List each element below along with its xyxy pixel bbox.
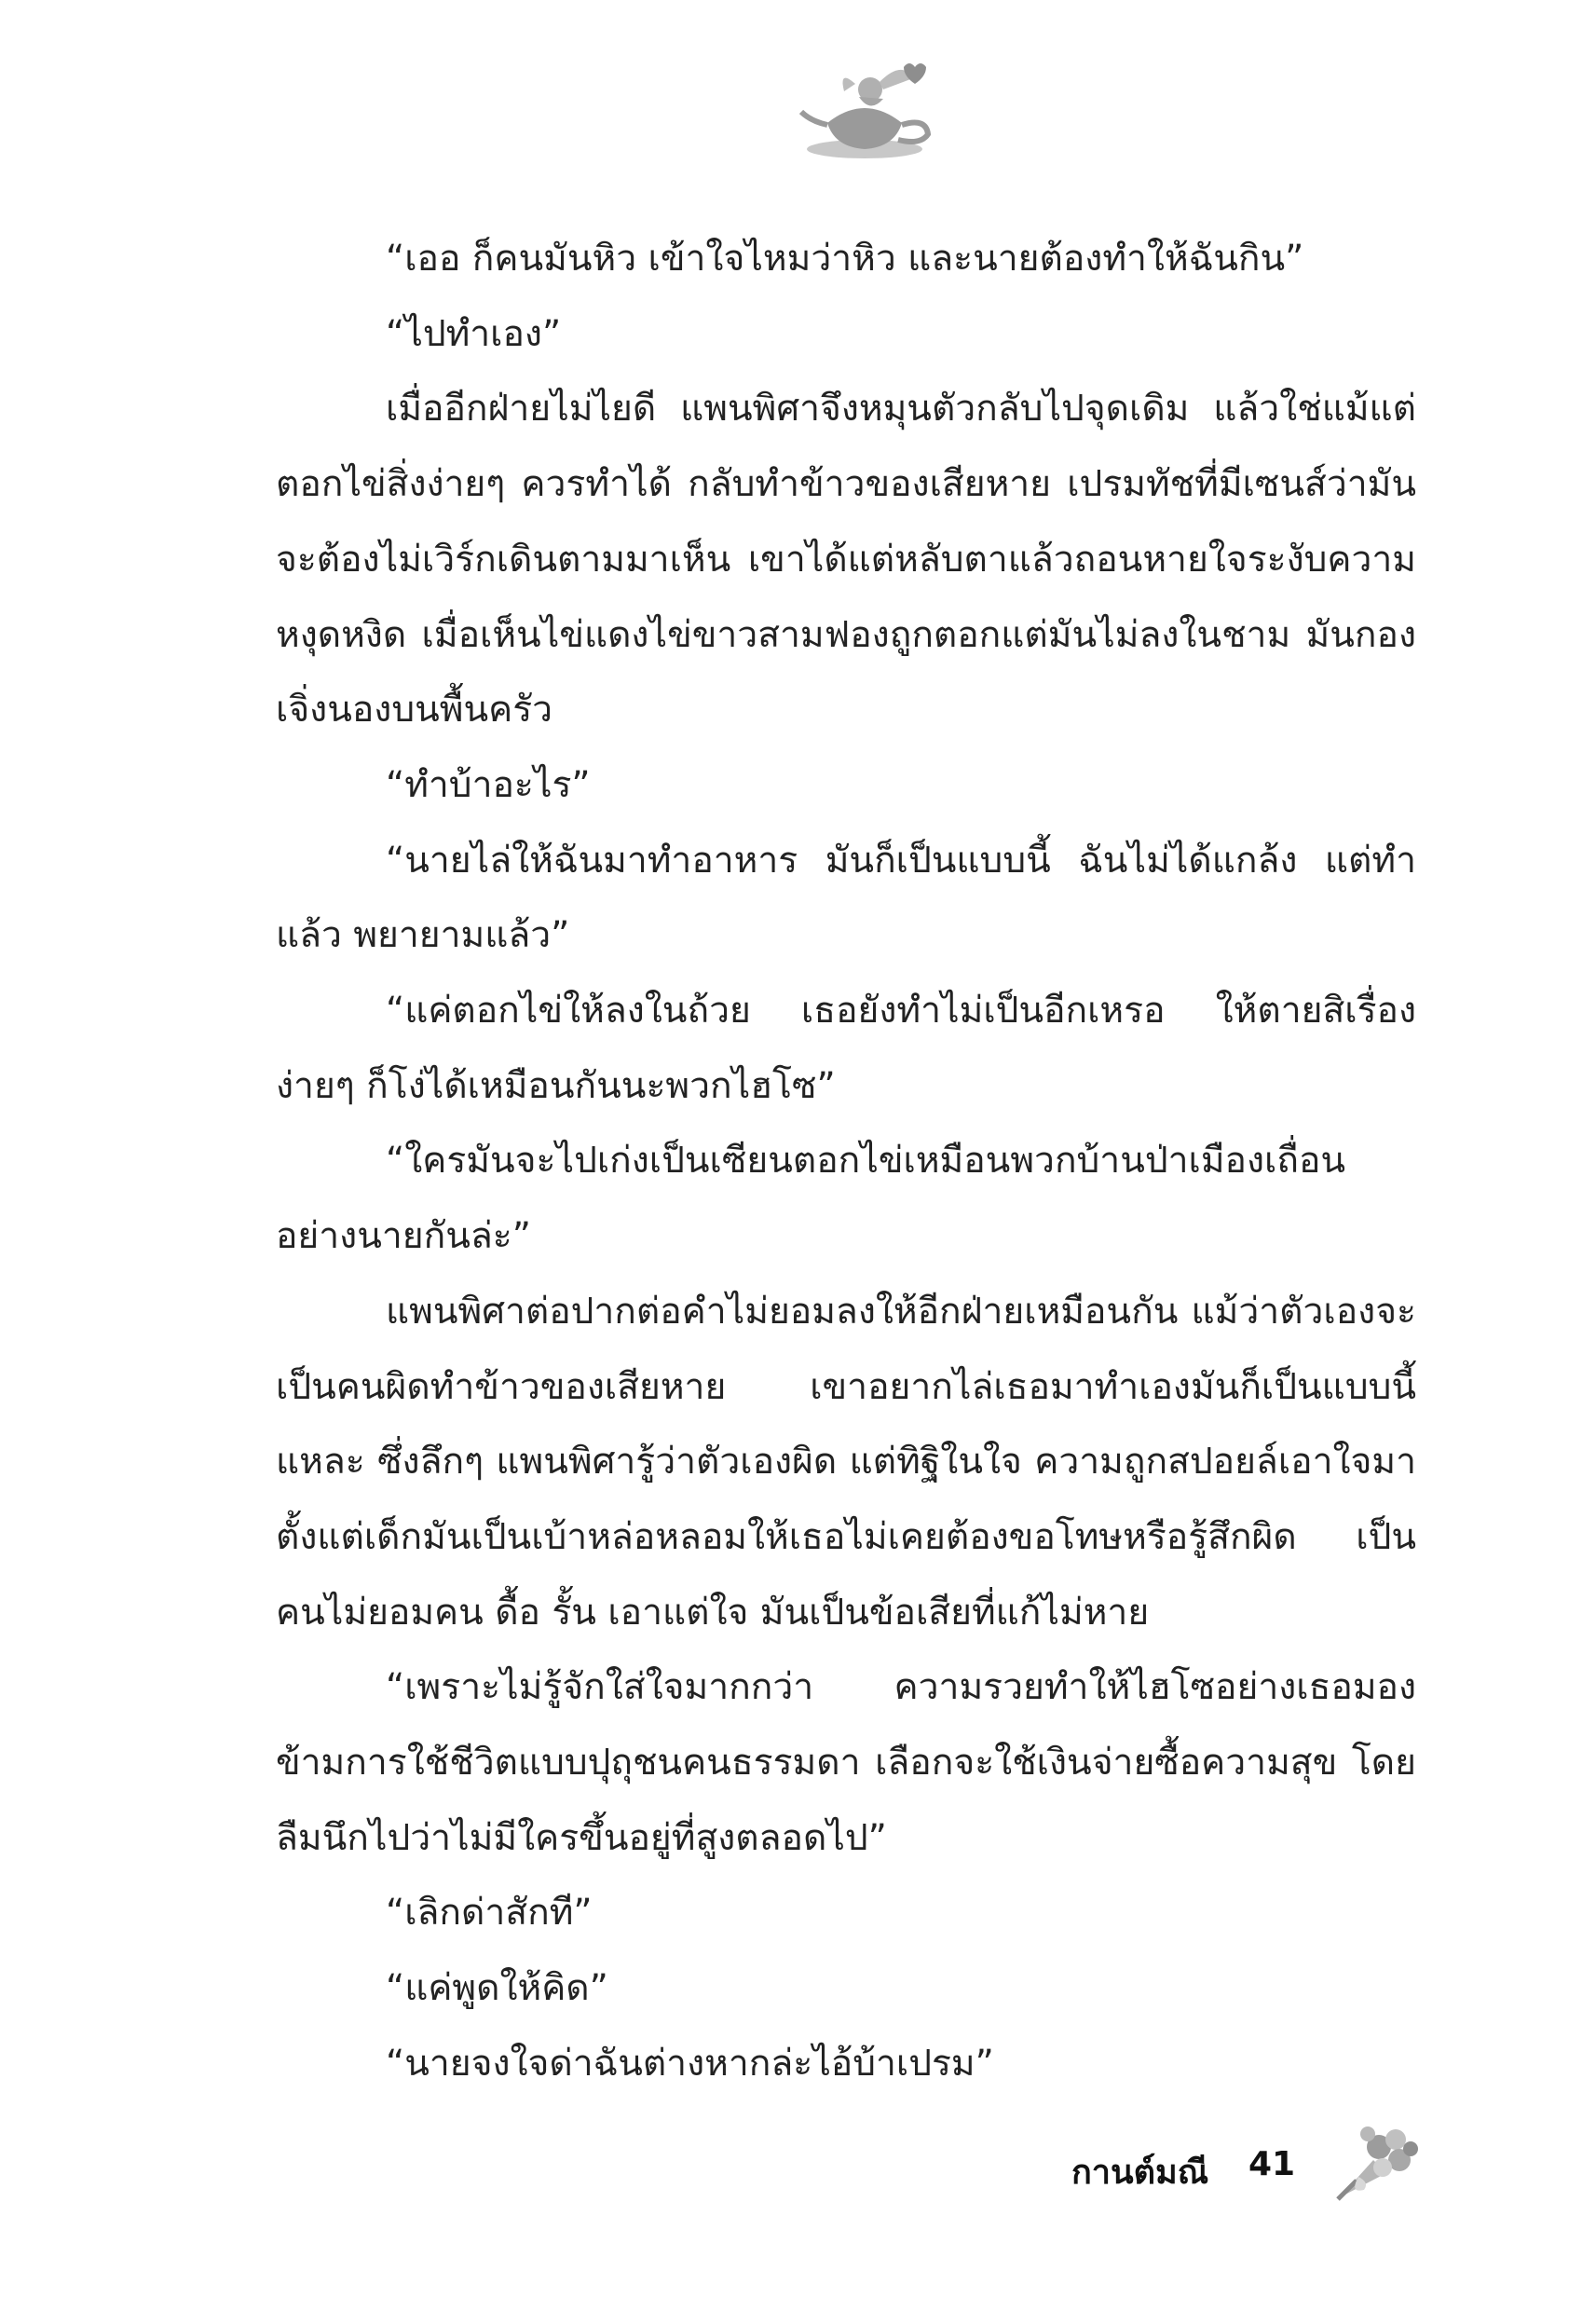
paragraph: “เลิกด่าสักที” bbox=[386, 1892, 593, 1935]
body-text bbox=[276, 222, 1416, 2102]
paragraph: “ทำบ้าอะไร” bbox=[386, 763, 591, 806]
paragraph: “ไปทำเอง” bbox=[386, 312, 562, 355]
paragraph: “แค่ตอกไข่ให้ลงในถ้วย เธอยังทำไม่เป็นอีกเหรอ ให้ตายสิเรื่องง่ายๆ ก็โง่ได้เหมือนกันนะพวกไฮโซ” bbox=[276, 990, 1416, 1107]
paragraph: “เออ ก็คนมันหิว เข้าใจไหมว่าหิว และนายต้องทำให้ฉันกิน” bbox=[386, 238, 1304, 280]
footer-book-title: กานต์มณี bbox=[1071, 2154, 1209, 2192]
bouquet-icon bbox=[1321, 2112, 1425, 2216]
paragraph: เมื่ออีกฝ่ายไม่ไยดี แพนพิศาจึงหมุนตัวกลับไปจุดเดิม แล้วใช่แม้แต่ตอกไข่สิ่งง่ายๆ ควรทำได้ กลับทำข้าวของเสียหาย เปรมทัชที่มีเซนส์ว่ามันจะต้องไม่เวิร์กเดินตามมาเห็น เขาได้แต่หลับตาแล้วถอนหายใจระงับความหงุดหงิด เมื่อเห็นไข่แดงไข่ขาวสามฟองถูกตอกแต่มันไม่ลงในชาม มันกองเจิ่งนองบนพื้นครัว bbox=[276, 388, 1416, 732]
paragraph: “นายจงใจด่าฉันต่างหากล่ะไอ้บ้าเปรม” bbox=[386, 2042, 994, 2085]
page-number: 41 bbox=[1248, 2145, 1296, 2183]
paragraph: “นายไล่ให้ฉันมาทำอาหาร มันก็เป็นแบบนี้ ฉันไม่ได้แกล้ง แต่ทำแล้ว พยายามแล้ว” bbox=[276, 839, 1416, 957]
paragraph: “ใครมันจะไปเก่งเป็นเซียนตอกไข่เหมือนพวกบ้านป่าเมืองเถื่อนอย่างนายกันล่ะ” bbox=[276, 1140, 1346, 1258]
paragraph: แพนพิศาต่อปากต่อคำไม่ยอมลงให้อีกฝ่ายเหมือนกัน แม้ว่าตัวเองจะเป็นคนผิดทำข้าวของเสียหาย เขาอยากไล่เธอมาทำเองมันก็เป็นแบบนี้แหละ ซึ่งลึกๆ แพนพิศารู้ว่าตัวเองผิด แต่ทิฐิในใจ ความถูกสปอยล์เอาใจมาตั้งแต่เด็กมันเป็นเบ้าหล่อหลอมให้เธอไม่เคยต้องขอโทษหรือรู้สึกผิด เป็นคนไม่ยอมคน ดื้อ รั้น เอาแต่ใจ มันเป็นข้อเสียที่แก้ไม่หาย bbox=[276, 1290, 1416, 1634]
paragraph: “แค่พูดให้คิด” bbox=[386, 1967, 608, 2010]
cupid-teapot-icon bbox=[790, 56, 939, 168]
paragraph: “เพราะไม่รู้จักใส่ใจมากกว่า ความรวยทำให้ไฮโซอย่างเธอมองข้ามการใช้ชีวิตแบบปุถุชนคนธรรมดา เลือกจะใช้เงินจ่ายซื้อความสุข โดยลืมนึกไปว่าไม่มีใครขึ้นอยู่ที่สูงตลอดไป” bbox=[276, 1666, 1416, 1859]
